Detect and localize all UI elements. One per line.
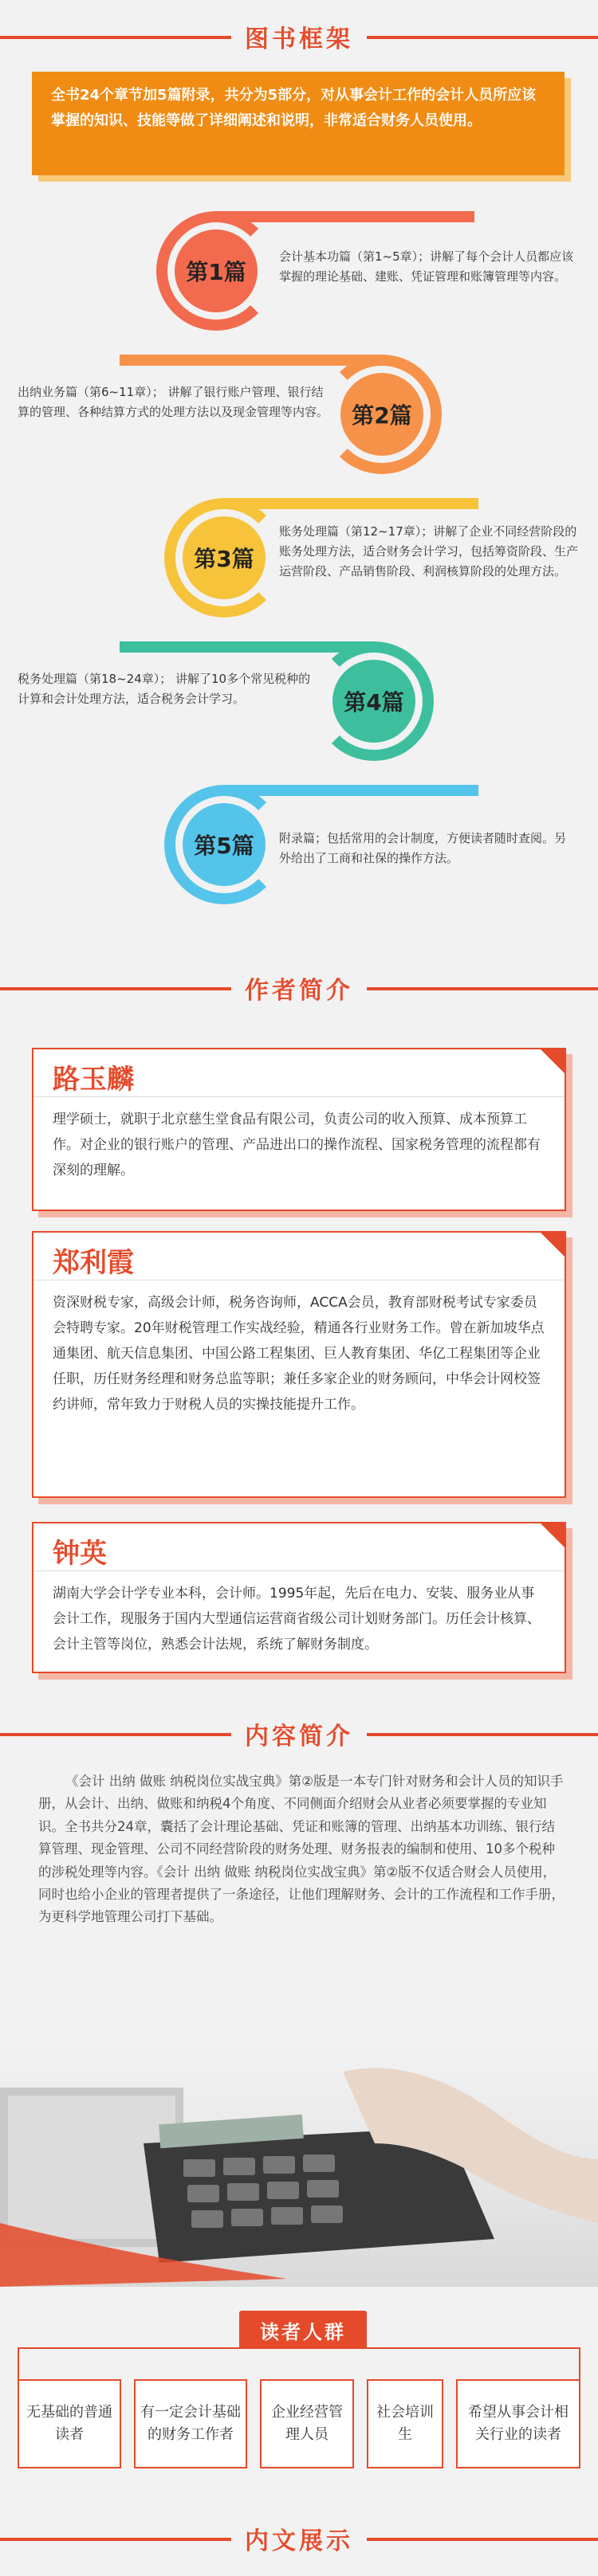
content-title bbox=[0, 1711, 598, 1756]
content-title-text: 内容简介 bbox=[245, 1723, 353, 1751]
part-2 bbox=[0, 343, 598, 486]
part-3 bbox=[0, 486, 598, 629]
readers-connector bbox=[18, 2347, 580, 2379]
part-text: 附录篇；包括常用的会计制度，方便读者随时查阅。另外给出了工商和社保的操作方法。 bbox=[279, 831, 567, 865]
reader-box: 企业经营管理人员 bbox=[260, 2379, 354, 2468]
author-bio: 资深财税专家，高级会计师，税务咨询师，ACCA会员，教育部财税考试专家委员会特聘专家。20年财税管理工作实战经验，精通各行业财务工作。曾在新加坡华点通集团、航天信息集团、中国公路工程集团、巨人教育集团、华亿工程集团等企业任职，历任财务经理和财务总监等职；兼任多家企业的财务顾问，中华会计网校签约讲师，常年致力于财税人员的实操技能提升工作。 bbox=[53, 1295, 545, 1413]
part-badge: 第1篇 bbox=[175, 229, 258, 312]
author-name: 郑利霞 bbox=[53, 1247, 134, 1279]
desk-illustration bbox=[0, 2040, 598, 2287]
author-card bbox=[32, 1522, 566, 1673]
readers-title: 读者人群 bbox=[239, 2311, 367, 2349]
part-text: 税务处理篇（第18~24章）； 讲解了10多个常见税种的计算和会计处理方法，适合税务会计学习。 bbox=[18, 672, 311, 706]
part-text: 账务处理篇（第12~17章）；讲解了企业不同经营阶段的账务处理方法，适合财务会计学习，包括筹资阶段、生产运营阶段、产品销售阶段、利润核算阶段的处理方法。 bbox=[279, 524, 579, 578]
content-description: 《会计 出纳 做账 纳税岗位实战宝典》第②版是一本专门针对财务和会计人员的知识手册，从会计、出纳、做账和纳税4个角度、不同侧面介绍财会从业者必须要掌握的专业知识。全书共分24章，囊括了会计理论基础、凭证和账簿的管理、出纳基本功训练、银行结算管理、现金管理、公司不同经营阶段的财务处理、财务报表的编制和使用、10多个税种的涉税处理等内容。《会计 出纳 做账 纳税岗位实战宝典》第②版不仅适合财会人员使用，同时也给小企业的管理者提供了一条途径，让他们理解财务、会计的工作流程和工作手册，为更科学地管理公司打下基础。 bbox=[38, 1774, 565, 1925]
part-text: 出纳业务篇（第6~11章）； 讲解了银行账户管理、银行结算的管理、各种结算方式的处理方法以及现金管理等内容。 bbox=[18, 385, 329, 419]
framework-title-text: 图书框架 bbox=[245, 25, 353, 53]
reader-box: 有一定会计基础的财务工作者 bbox=[134, 2379, 247, 2468]
author-card bbox=[32, 1048, 566, 1211]
display-title bbox=[0, 2516, 598, 2561]
part-4 bbox=[0, 629, 598, 773]
author-card bbox=[32, 1231, 566, 1498]
reader-box: 社会培训生 bbox=[367, 2379, 443, 2468]
author-bio: 湖南大学会计学专业本科，会计师。1995年起，先后在电力、安装、服务业从事会计工作，现服务于国内大型通信运营商省级公司计划财务部门。历任会计核算、会计主管等岗位，熟悉会计法规，系统了解财务制度。 bbox=[53, 1586, 541, 1653]
reader-box: 无基础的普通读者 bbox=[18, 2379, 121, 2468]
part-5 bbox=[0, 773, 598, 916]
authors-title bbox=[0, 966, 598, 1010]
reader-box: 希望从事会计相关行业的读者 bbox=[456, 2379, 580, 2468]
framework-intro: 全书24个章节加5篇附录，共分为5部分，对从事会计工作的会计人员所应该掌握的知识、技能等做了详细阐述和说明，非常适合财务人员使用。 bbox=[32, 72, 565, 175]
author-bio: 理学硕士，就职于北京慈生堂食品有限公司，负责公司的收入预算、成本预算工作。对企业的银行账户的管理、产品进出口的操作流程、国家税务管理的流程都有深刻的理解。 bbox=[53, 1112, 541, 1178]
part-badge: 第5篇 bbox=[183, 803, 266, 886]
authors-title-text: 作者简介 bbox=[245, 977, 353, 1005]
part-text: 会计基本功篇（第1~5章）；讲解了每个会计人员都应该掌握的理论基础、建账、凭证管理和账簿管理等内容。 bbox=[279, 249, 574, 284]
framework-title bbox=[0, 14, 598, 59]
author-name: 钟英 bbox=[53, 1538, 107, 1570]
part-badge: 第2篇 bbox=[340, 373, 423, 456]
part-badge: 第4篇 bbox=[332, 660, 415, 743]
part-badge: 第3篇 bbox=[183, 516, 266, 599]
part-1 bbox=[0, 199, 598, 343]
author-name: 路玉麟 bbox=[53, 1064, 134, 1096]
display-title-text: 内文展示 bbox=[245, 2527, 353, 2555]
